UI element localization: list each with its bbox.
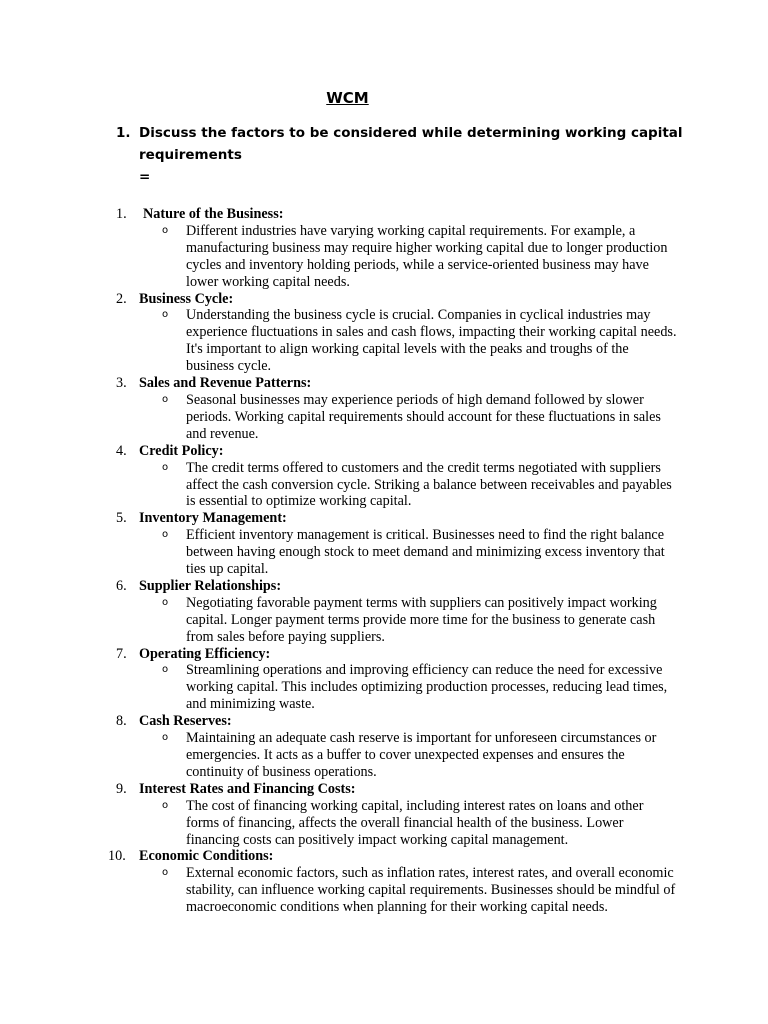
- factor-detail-text: External economic factors, such as inflation rates, interest rates, and overall economic stability, can influence working capital requirements. Businesses should be mindful of macroeconomic conditions when planning for their working capital needs.: [186, 865, 676, 916]
- factor-number: 7.: [116, 645, 127, 662]
- question-equals-sign: =: [139, 169, 151, 185]
- factor-detail: [139, 223, 679, 291]
- factor-heading: Inventory Management:: [139, 510, 287, 527]
- factor-detail-text: The credit terms offered to customers and the credit terms negotiated with suppliers affect the cash conversion cycle. Striking a balance between receivables and payables is essential to optimize working capital.: [186, 459, 672, 510]
- bullet-icon: o: [162, 529, 169, 541]
- factor-item: [0, 443, 768, 511]
- question-text: Discuss the factors to be considered while determining working capital requirements: [139, 125, 683, 163]
- factor-detail: [139, 460, 679, 511]
- factor-detail-text: Negotiating favorable payment terms with suppliers can positively impact working capital. Longer payment terms provide more time for the business to generate cash from sales before paying suppliers.: [186, 594, 657, 645]
- factor-detail: [139, 392, 679, 443]
- factor-heading: Business Cycle:: [139, 290, 234, 307]
- factor-detail-text: Different industries have varying working capital requirements. For example, a manufacturing business may require higher working capital due to longer production cycles and inventory holding periods, while a service-oriented business may have lower working capital needs.: [186, 222, 668, 290]
- document-title: WCM: [326, 89, 369, 107]
- factor-detail-text: Understanding the business cycle is crucial. Companies in cyclical industries may experience fluctuations in sales and cash flows, impacting their working capital needs. It's important to align working capital levels with the peaks and troughs of the business cycle.: [186, 307, 677, 375]
- factor-item: [0, 206, 768, 291]
- bullet-icon: o: [162, 596, 169, 608]
- factor-detail: [139, 595, 679, 646]
- factor-number: 9.: [116, 780, 127, 797]
- factor-detail: [139, 730, 679, 781]
- factor-heading: Nature of the Business:: [143, 206, 284, 222]
- factor-item: [0, 375, 768, 443]
- bullet-icon: o: [162, 461, 169, 473]
- factor-detail-text: The cost of financing working capital, including interest rates on loans and other forms of financing, affects the overall financial health of the business. Lower financing costs can positively impact working capital management.: [186, 797, 644, 848]
- factor-heading: Interest Rates and Financing Costs:: [139, 780, 356, 797]
- factor-detail-text: Seasonal businesses may experience periods of high demand followed by slower periods. Working capital requirements should account for these fluctuations in sales and revenue.: [186, 391, 661, 442]
- bullet-icon: o: [162, 224, 169, 236]
- factor-detail: [139, 662, 679, 713]
- bullet-icon: o: [162, 393, 169, 405]
- factor-detail-text: Maintaining an adequate cash reserve is important for unforeseen circumstances or emergencies. It acts as a buffer to cover unexpected expenses and ensures the continuity of business operations.: [186, 730, 657, 780]
- factor-heading: Sales and Revenue Patterns:: [139, 375, 312, 392]
- question-block: [116, 122, 696, 188]
- factor-detail-text: Streamlining operations and improving efficiency can reduce the need for excessive working capital. This includes optimizing production processes, reducing lead times, and minimizing waste.: [186, 662, 668, 713]
- factor-item: [0, 291, 768, 376]
- factor-number: 8.: [116, 713, 127, 730]
- factor-detail: [139, 307, 679, 375]
- factor-detail: [139, 527, 679, 578]
- bullet-icon: o: [162, 732, 169, 744]
- factor-number: 10.: [108, 848, 126, 865]
- factor-heading: Operating Efficiency:: [139, 645, 271, 662]
- factor-detail-text: Efficient inventory management is critical. Businesses need to find the right balance between having enough stock to meet demand and minimizing excess inventory that ties up capital.: [186, 527, 665, 578]
- factor-number: 4.: [116, 442, 127, 459]
- question-number: 1.: [116, 125, 131, 141]
- factor-heading: Economic Conditions:: [139, 848, 274, 865]
- factor-heading: Cash Reserves:: [139, 713, 232, 730]
- factor-heading: Credit Policy:: [139, 442, 224, 459]
- factor-item: [0, 510, 768, 578]
- factor-number: 5.: [116, 510, 127, 527]
- factor-detail: [139, 798, 679, 849]
- bullet-icon: o: [162, 867, 169, 879]
- factor-item: [0, 646, 768, 714]
- factor-number: 2.: [116, 290, 127, 307]
- factor-item: [0, 713, 768, 781]
- bullet-icon: o: [162, 309, 169, 321]
- factor-item: [0, 848, 768, 916]
- factor-detail: [139, 865, 679, 916]
- factor-heading: Supplier Relationships:: [139, 577, 282, 594]
- bullet-icon: o: [162, 664, 169, 676]
- factor-number: 3.: [116, 375, 127, 392]
- factor-item: [0, 781, 768, 849]
- factor-number: 6.: [116, 577, 127, 594]
- factor-number: 1.: [116, 206, 127, 222]
- bullet-icon: o: [162, 799, 169, 811]
- factor-list: [0, 206, 768, 916]
- factor-item: [0, 578, 768, 646]
